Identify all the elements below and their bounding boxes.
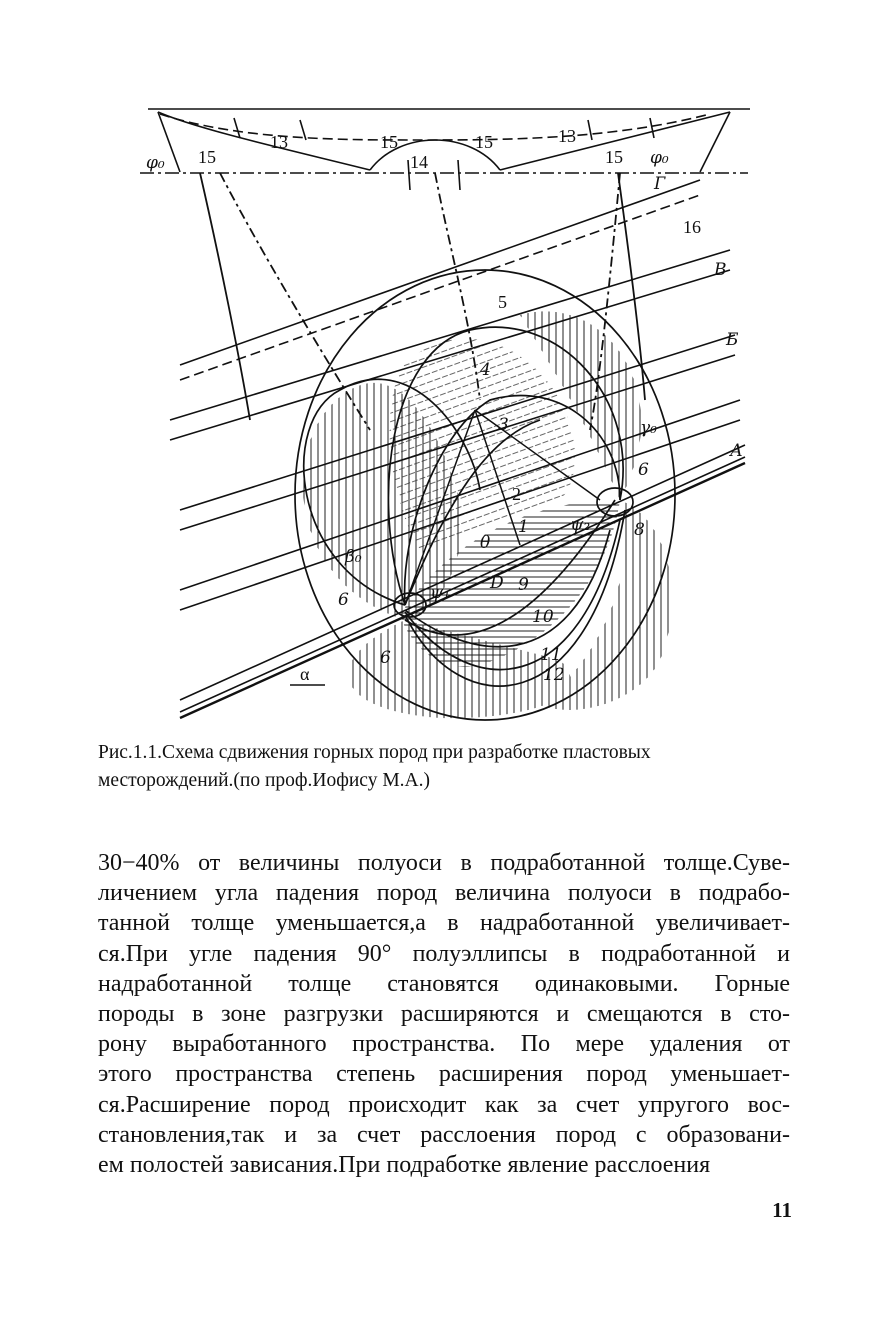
- label-15-4: 15: [605, 147, 623, 167]
- caption-line-2: месторождений.(по проф.Иофису М.А.): [98, 770, 430, 791]
- label-4: 4: [480, 360, 491, 380]
- label-5: 5: [498, 292, 507, 312]
- label-15-3: 15: [475, 132, 493, 152]
- label-d: D: [490, 573, 504, 593]
- body-line: ся.Расширение пород происходит как за счет упругого вос-: [98, 1091, 790, 1118]
- label-15-2: 15: [380, 132, 398, 152]
- body-line: породы в зоне разгрузки расширяются и смещаются в сто-: [98, 1001, 790, 1028]
- angle-psi1: ψ₁: [430, 583, 451, 603]
- angle-gamma0: γ₀: [640, 418, 657, 438]
- label-8: 8: [634, 520, 645, 540]
- label-6-right: 6: [638, 460, 649, 480]
- seam-label-a: А: [730, 441, 743, 461]
- body-line: рону выработанного пространства. По мере удаления от: [98, 1031, 790, 1058]
- label-10: 10: [532, 607, 554, 627]
- label-16: 16: [683, 217, 701, 237]
- page-number: 11: [772, 1198, 792, 1222]
- label-3: 3: [498, 415, 509, 435]
- angle-phi0-right: φ₀: [650, 148, 669, 168]
- body-line: этого пространства степень расширения пород уменьшает-: [98, 1061, 790, 1088]
- rock-displacement-diagram: [140, 100, 760, 725]
- label-13-right: 13: [558, 126, 576, 146]
- body-line: ся.При угле падения 90° полуэллипсы в подработанной и: [98, 940, 790, 967]
- caption-line-1: Рис.1.1.Схема сдвижения горных пород при разработке пластовых: [98, 742, 651, 763]
- angle-psi2: ψ₂: [570, 515, 591, 535]
- label-6-left: 6: [338, 590, 349, 610]
- seam-label-v: В: [714, 260, 727, 280]
- body-line: надработанной толще становятся одинаковыми. Горные: [98, 970, 790, 997]
- label-6-bottom: 6: [380, 648, 391, 668]
- seam-label-b: Б: [726, 330, 739, 350]
- figure-caption: [98, 739, 798, 795]
- body-line: личением угла падения пород величина полуоси в подрабо-: [98, 880, 790, 907]
- body-text: [98, 848, 790, 1180]
- angle-theta: θ: [480, 533, 491, 553]
- label-14: 14: [410, 152, 428, 172]
- body-line: танной толще уменьшается,а в надработанной увеличивает-: [98, 910, 790, 937]
- angle-alpha: α: [300, 664, 310, 684]
- angle-beta0: β₀: [345, 547, 362, 567]
- body-line: становления,так и за счет расслоения пород с образовани-: [98, 1121, 790, 1148]
- seam-label-g: Г: [654, 174, 666, 194]
- label-9: 9: [518, 575, 529, 595]
- label-1: 1: [518, 517, 529, 537]
- angle-phi0-left: φ₀: [146, 153, 165, 173]
- label-2: 2: [512, 484, 521, 504]
- label-15-1: 15: [198, 147, 216, 167]
- body-line: ем полостей зависания.При подработке явление расслоения: [98, 1152, 711, 1179]
- label-12: 12: [543, 665, 565, 685]
- label-13-left: 13: [270, 132, 288, 152]
- body-line: 30−40% от величины полуоси в подработанной толще.Суве-: [98, 850, 790, 876]
- label-11: 11: [540, 645, 562, 665]
